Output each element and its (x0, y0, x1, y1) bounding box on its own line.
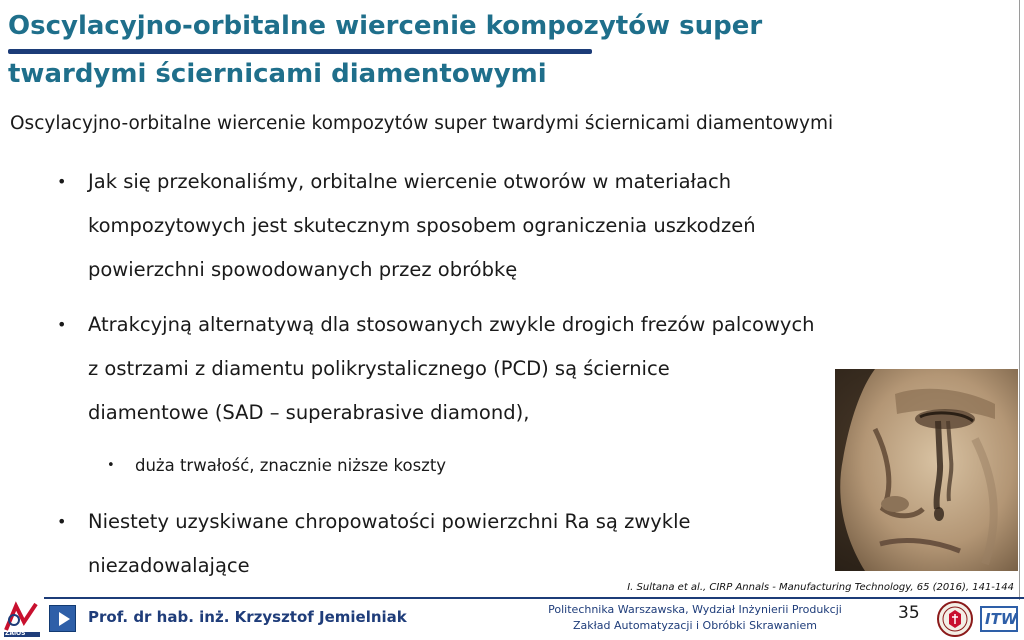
title-underline (8, 49, 592, 54)
slide-title-line-2: twardymi ściernicami diamentowymi (8, 59, 547, 89)
slide-subtitle: Oscylacyjno-orbitalne wiercenie kompozytów super twardymi ściernicami diamentowymi (10, 113, 834, 134)
university-seal-icon (936, 600, 974, 638)
right-border (1019, 0, 1020, 600)
bullet-2-line-1: Atrakcyjną alternatywą dla stosowanych zwykle drogich frezów palcowych (88, 313, 815, 336)
bullet-1-line-3: powierzchni spowodowanych przez obróbkę (88, 258, 518, 281)
institution-line-1: Politechnika Warszawska, Wydział Inżynierii Produkcji (548, 603, 842, 616)
statue-face-image (835, 369, 1018, 571)
itw-logo-text: ITW (985, 610, 1018, 628)
zaios-logo-text: ZAiOS (5, 630, 26, 637)
bullet-1-line-1: Jak się przekonaliśmy, orbitalne wiercenie otworów w materiałach (88, 170, 732, 193)
bullet-dot: • (57, 512, 67, 531)
weeping-statue-photo (835, 369, 1018, 571)
bullet-dot: • (57, 172, 67, 191)
bullet-item-3 (57, 500, 797, 588)
institution-info (530, 602, 860, 634)
citation-text: I. Sultana et al., CIRP Annals - Manufacturing Technology, 65 (2016), 141-144 (627, 582, 1014, 593)
slide-title (8, 4, 908, 96)
itw-logo (978, 603, 1020, 635)
zaios-logo (2, 600, 42, 638)
sub-bullet-dot: • (107, 458, 115, 473)
bullet-3-line-2: niezadowalające (88, 554, 250, 577)
bullet-item-1 (57, 160, 857, 292)
bullet-2-line-2: z ostrzami z diamentu polikrystalicznego (PCD) są ściernice (88, 357, 670, 380)
institution-line-2: Zakład Automatyzacji i Obróbki Skrawaniem (573, 619, 817, 632)
bullet-2-line-3: diamentowe (SAD – superabrasive diamond), (88, 401, 530, 424)
page-number: 35 (898, 603, 920, 623)
bullet-dot: • (57, 315, 67, 334)
bullet-item-2 (57, 303, 917, 435)
sub-bullet-item (107, 448, 446, 484)
play-icon (59, 612, 70, 626)
author-name: Prof. dr hab. inż. Krzysztof Jemielniak (88, 608, 407, 626)
play-button[interactable] (49, 605, 76, 632)
sub-bullet-text: duża trwałość, znacznie niższe koszty (135, 456, 447, 475)
bullet-3-line-1: Niestety uzyskiwane chropowatości powierzchni Ra są zwykle (88, 510, 691, 533)
university-seal (936, 600, 974, 638)
footer-bar (0, 597, 1024, 640)
slide-title-line-1: Oscylacyjno-orbitalne wiercenie kompozytów super (8, 11, 763, 41)
bullet-1-line-2: kompozytowych jest skutecznym sposobem ograniczenia uszkodzeń (88, 214, 756, 237)
footer-divider (44, 597, 1024, 599)
